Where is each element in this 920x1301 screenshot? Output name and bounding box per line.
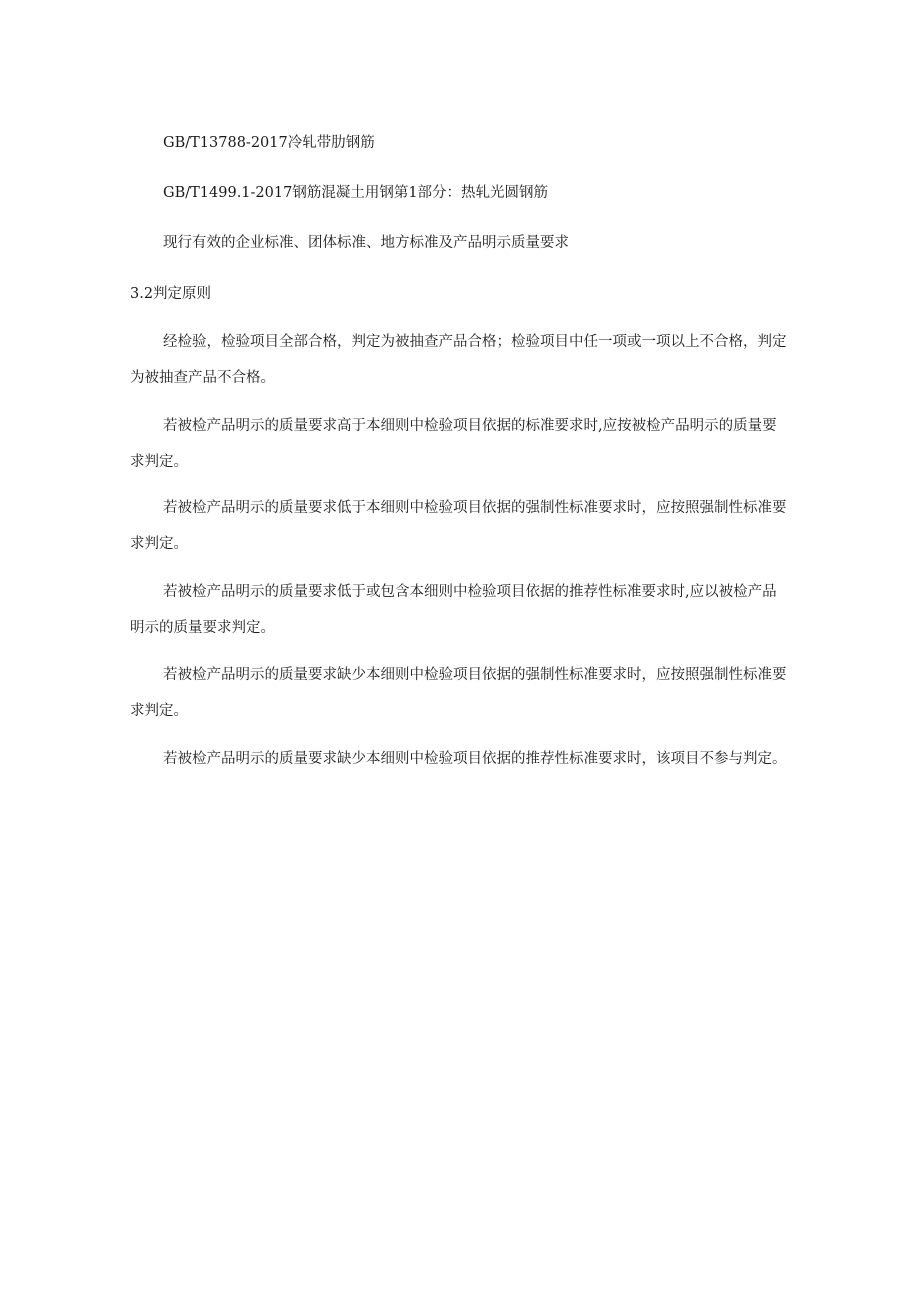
standard-item-1: GB/T13788-2017冷轧带肋钢筋 [163,135,375,151]
paragraph-line: 求判定。 [130,536,188,552]
paragraph-line: 经检验，检验项目全部合格，判定为被抽查产品合格；检验项目中任一项或一项以上不合格，判定 [163,334,787,350]
paragraph-line: 若被检产品明示的质量要求缺少本细则中检验项目依据的推荐性标准要求时，该项目不参与判定。 [163,751,787,767]
paragraph-line: 若被检产品明示的质量要求低于本细则中检验项目依据的强制性标准要求时，应按照强制性标准要 [163,500,787,516]
paragraph-line: 求判定。 [130,703,188,719]
section-heading: 3.2判定原则 [130,286,212,302]
paragraph-line: 明示的质量要求判定。 [130,620,275,636]
paragraph-line: 求判定。 [130,454,188,470]
paragraph-line: 若被检产品明示的质量要求低于或包含本细则中检验项目依据的推荐性标准要求时,应以被检产品 [163,584,777,600]
paragraph-line: 若被检产品明示的质量要求高于本细则中检验项目依据的标准要求时,应按被检产品明示的质量要 [163,418,777,434]
standard-item-3: 现行有效的企业标准、团体标准、地方标准及产品明示质量要求 [163,235,569,251]
standard-item-2: GB/T1499.1-2017钢筋混凝土用钢第1部分：热轧光圆钢筋 [163,185,549,201]
paragraph-line: 为被抽查产品不合格。 [130,370,275,386]
paragraph-line: 若被检产品明示的质量要求缺少本细则中检验项目依据的强制性标准要求时，应按照强制性标准要 [163,667,787,683]
